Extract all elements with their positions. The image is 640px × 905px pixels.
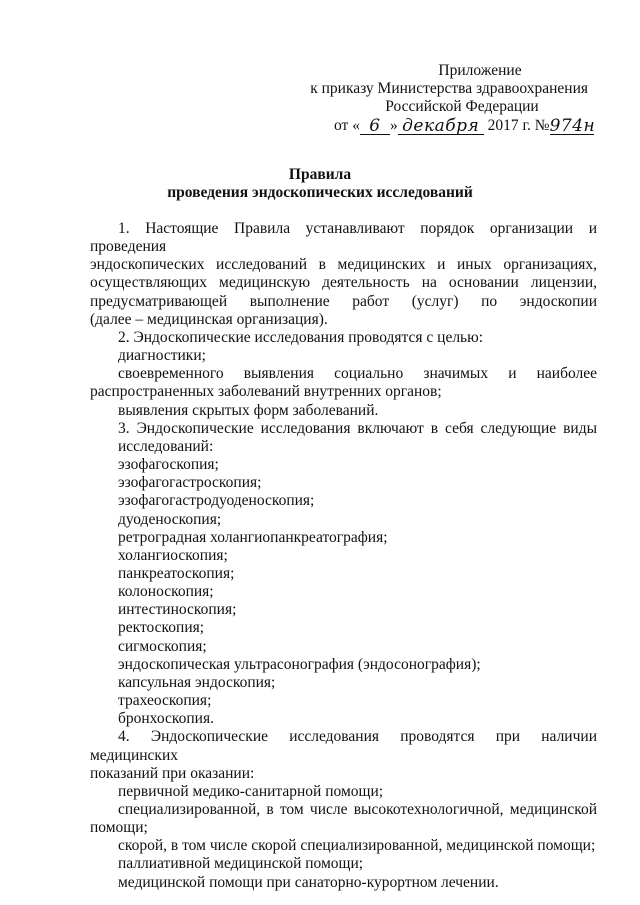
list-item: колоноскопия; bbox=[118, 583, 214, 601]
list-item: дуоденоскопия; bbox=[118, 510, 222, 528]
list-item: ретроградная холангиопанкреатография; bbox=[118, 528, 388, 546]
list-item: сигмоскопия; bbox=[118, 637, 207, 655]
p4-intro-b: показаний при оказании: bbox=[90, 764, 255, 782]
list-item: капсульная эндоскопия; bbox=[118, 673, 276, 691]
title-line-1: Правила bbox=[288, 166, 352, 183]
date-mid: » bbox=[389, 117, 398, 134]
list-item: бронхоскопия. bbox=[118, 710, 214, 728]
p4-item-2a: специализированной, в том числе высокотехнологичной, медицинской bbox=[118, 801, 597, 818]
p4-item-3: скорой, в том числе скорой специализированной, медицинской помощи; bbox=[118, 837, 596, 855]
list-item: эзофагогастродуоденоскопия; bbox=[118, 492, 315, 510]
list-item: панкреатоскопия; bbox=[118, 564, 235, 582]
p1-line-d: предусматривающей выполнение работ (услуг) по эндоскопии bbox=[90, 292, 597, 310]
list-item: трахеоскопия; bbox=[118, 692, 212, 710]
p3-list bbox=[90, 456, 597, 728]
list-item: эзофагоскопия; bbox=[118, 456, 219, 474]
p2-item-2b: распространенных заболеваний внутренних органов; bbox=[90, 383, 442, 401]
p4-item-5: медицинской помощи при санаторно-курортном лечении. bbox=[118, 873, 499, 891]
date-day: 6 bbox=[369, 116, 381, 136]
date-month: декабря bbox=[402, 116, 480, 136]
p1-line-a: 1. Настоящие Правила устанавливают порядок организации и проведения bbox=[90, 220, 597, 256]
p1-line-e: (далее – медицинская организация). bbox=[90, 310, 328, 328]
p4-intro-a: 4. Эндоскопические исследования проводятся при наличии медицинских bbox=[90, 728, 597, 764]
p4-item-4: паллиативной медицинской помощи; bbox=[118, 855, 364, 873]
order-number: 974н bbox=[549, 116, 596, 136]
p1-line-b: эндоскопических исследований в медицинских и иных организациях, bbox=[90, 256, 597, 274]
list-item: интестиноскопия; bbox=[118, 601, 237, 619]
list-item: эзофагогастроскопия; bbox=[118, 474, 262, 492]
title-line-2: проведения эндоскопических исследований bbox=[167, 184, 473, 201]
document-body bbox=[90, 220, 597, 892]
list-item: холангиоскопия; bbox=[118, 546, 228, 564]
date-year: 2017 г. № bbox=[487, 117, 550, 134]
p2-item-1: диагностики; bbox=[118, 347, 206, 365]
p1-line-c: осуществляющих медицинскую деятельность на основании лицензии, bbox=[90, 274, 597, 292]
p3-intro-a: 3. Эндоскопические исследования включают в себя следующие виды bbox=[118, 419, 597, 437]
p2-item-3: выявления скрытых форм заболеваний. bbox=[118, 401, 379, 419]
appendix-date-line bbox=[300, 117, 600, 135]
p2-item-2a: своевременного выявления социально значимых и наиболее bbox=[118, 365, 597, 383]
p4-item-2b: помощи; bbox=[90, 819, 148, 837]
date-prefix: от « bbox=[334, 117, 360, 134]
list-item: эндоскопическая ультрасонография (эндосонография); bbox=[118, 655, 481, 673]
date-day-field bbox=[360, 117, 390, 135]
appendix-federation: Российской Федерации bbox=[385, 98, 539, 115]
document-title bbox=[0, 166, 640, 202]
appendix-label: Приложение bbox=[438, 62, 522, 79]
list-item: ректоскопия; bbox=[118, 619, 205, 637]
p4-item-1: первичной медико-санитарной помощи; bbox=[118, 782, 384, 800]
appendix-header bbox=[300, 62, 600, 135]
p3-intro-b: исследований: bbox=[118, 437, 214, 455]
p2-intro: 2. Эндоскопические исследования проводятся с целью: bbox=[118, 328, 484, 346]
date-month-field bbox=[398, 117, 484, 135]
order-number-field bbox=[550, 117, 594, 135]
appendix-order-ref: к приказу Министерства здравоохранения bbox=[310, 80, 588, 97]
